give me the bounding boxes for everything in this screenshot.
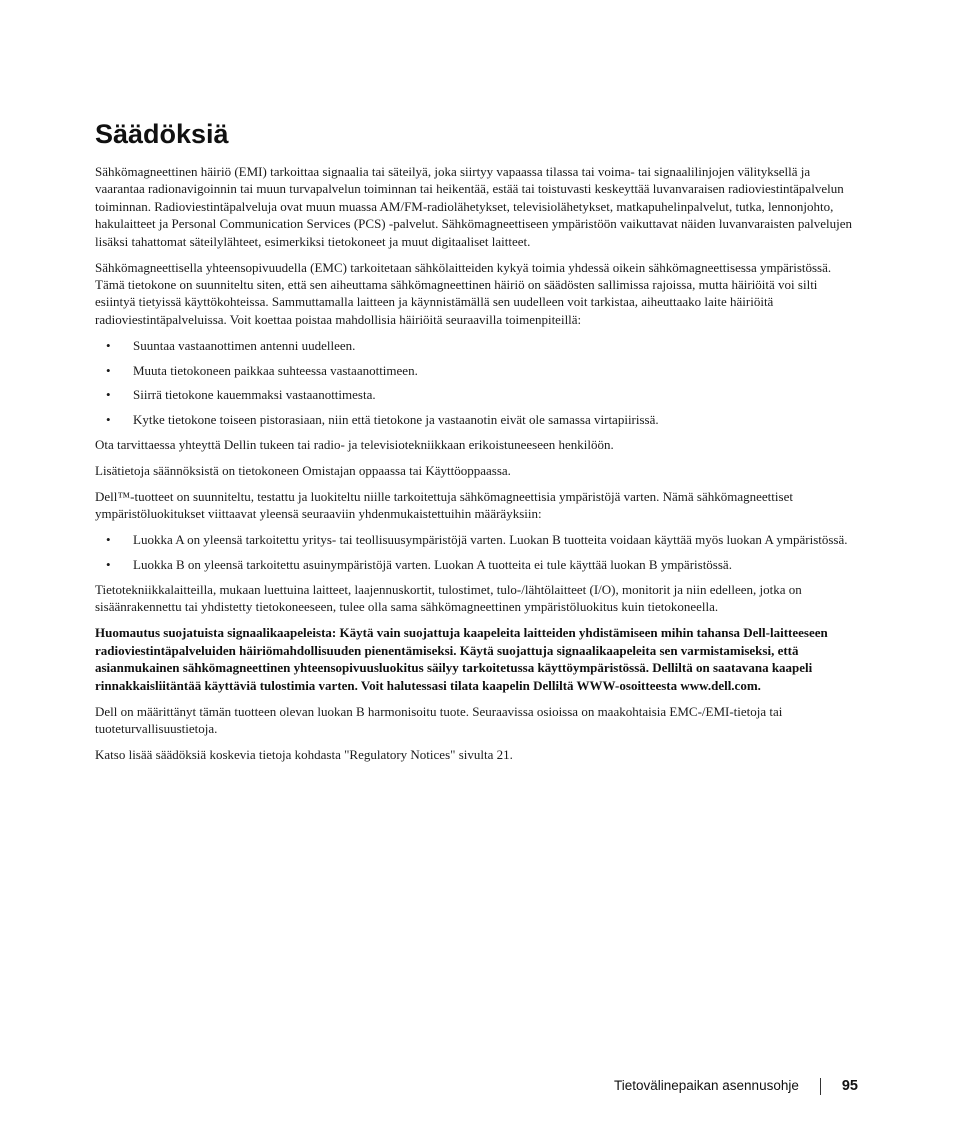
paragraph-contact: Ota tarvittaessa yhteyttä Dellin tukeen tai radio- ja televisiotekniikkaan erikoistuneeseen henkilöön.	[95, 437, 614, 453]
list-item	[95, 411, 857, 428]
list-item	[95, 531, 857, 548]
page-title: Säädöksiä	[95, 119, 229, 149]
document-body	[95, 163, 857, 772]
bullet-icon: •	[106, 362, 111, 378]
interference-steps-list	[95, 337, 857, 429]
paragraph-more-info: Lisätietoja säännöksistä on tietokoneen Omistajan oppaassa tai Käyttöoppaassa.	[95, 463, 511, 479]
bullet-icon: •	[106, 557, 111, 573]
page-number: 95	[841, 1078, 858, 1094]
list-item	[95, 556, 857, 573]
paragraph-see-more: Katso lisää säädöksiä koskevia tietoja kohdasta "Regulatory Notices" sivulta 21.	[95, 747, 513, 763]
paragraph-emi: Sähkömagneettinen häiriö (EMI) tarkoittaa signaalia tai säteilyä, joka siirtyy vapaassa tilassa tai voima- tai signaalilinjojen välityksellä ja vaarantaa radionavigoinnin tai muun turvapalvelun toiminnan tai heikentää, estää tai toistuvasti keskeyttää luvanvaraisen radioviestintäpalvelun toiminnan. Radioviestintäpalveluja ovat muun muassa AM/FM-radiolähetykset, televisiolähetykset, matkapuhelinpalvelut, tutka, lennonjohto, hakulaitteet ja Personal Communication Services (PCS) -palvelut. Sähkömagneettiseen ympäristöön vaikuttavat näiden luvanvaraisten palvelujen lisäksi tahattomat säteilylähteet, esimerkiksi tietokoneet ja muut digitaaliset laitteet.	[95, 164, 853, 249]
paragraph-peripherals: Tietotekniikkalaitteilla, mukaan luettuina laitteet, laajennuskortit, tulostimet, tulo-/lähtölaitteet (I/O), monitorit ja niin edelleen, jotka on sisäänrakennettu tai yhdistetty tietokoneeseen, tulee olla sama sähkömagneettinen ympäristöluokitus kuin tietokoneella.	[95, 582, 802, 615]
list-item-text: Luokka B on yleensä tarkoitettu asuinympäristöjä varten. Luokan A tuotteita ei tule käyttää luokan B ympäristössä.	[133, 557, 732, 573]
list-item-text: Siirrä tietokone kauemmaksi vastaanottimesta.	[133, 387, 376, 403]
list-item	[95, 362, 857, 379]
list-item	[95, 386, 857, 403]
list-item-text: Kytke tietokone toiseen pistorasiaan, niin että tietokone ja vastaanotin eivät ole samassa virtapiirissä.	[133, 412, 659, 428]
list-item-text: Luokka A on yleensä tarkoitettu yritys- tai teollisuusympäristöjä varten. Luokan B tuotteita voidaan käyttää myös luokan A ympäristössä.	[133, 532, 848, 548]
footer-divider	[820, 1078, 821, 1095]
bullet-icon: •	[106, 412, 111, 428]
list-item	[95, 337, 857, 354]
bullet-icon: •	[106, 387, 111, 403]
shielded-cable-notice: Huomautus suojatuista signaalikaapeleista: Käytä vain suojattuja kaapeleita laitteiden yhdistämiseen mihin tahansa Dell-laitteeseen radioviestintäpalveluiden häiriömahdollisuuden pienentämiseksi. Käytä suojattuja signaalikaapeleita sen varmistamiseksi, että asianmukainen sähkömagneettinen yhteensopivuusluokitus säilyy tarkoitetussa käyttöympäristössä. Delliltä on saatavana kaapeli rinnakkaisliitäntää käyttäviä tulostimia varten. Voit halutessasi tilata kaapelin Delliltä WWW-osoitteesta www.dell.com.	[95, 625, 828, 693]
list-item-text: Muuta tietokoneen paikkaa suhteessa vastaanottimeen.	[133, 362, 418, 378]
bullet-icon: •	[106, 532, 111, 548]
footer-doc-title: Tietovälinepaikan asennusohje	[613, 1078, 799, 1093]
paragraph-dell-products: Dell™-tuotteet on suunniteltu, testattu ja luokiteltu niille tarkoitettuja sähkömagneettisia ympäristöjä varten. Nämä sähkömagneettiset ympäristöluokitukset viittaavat yleensä seuraaviin yhdenmukaistettuihin määräyksiin:	[95, 489, 793, 522]
class-list	[95, 531, 857, 573]
page-footer	[614, 1076, 858, 1096]
paragraph-class-b: Dell on määrittänyt tämän tuotteen olevan luokan B harmonisoitu tuote. Seuraavissa osioissa on maakohtaisia EMC-/EMI-tietoja tai tuoteturvallisuustietoja.	[95, 703, 783, 737]
bullet-icon: •	[106, 337, 111, 353]
paragraph-emc: Sähkömagneettisella yhteensopivuudella (EMC) tarkoitetaan sähkölaitteiden kykyä toimia yhdessä oikein sähkömagneettisessa ympäristössä. Tämä tietokone on suunniteltu siten, että sen aiheuttama sähkömagneettinen häiriö on säädösten sallimissa rajoissa, mutta häiriöitä voi silti esiintyä tietyissä käyttökohteissa. Sammuttamalla laitteen ja käynnistämällä sen uudelleen voit tarkistaa, aiheuttaako laite häiriöitä radioviestintäpalveluissa. Voit koettaa poistaa mahdollisia häiriöitä seuraavilla toimenpiteillä:	[95, 259, 832, 327]
list-item-text: Suuntaa vastaanottimen antenni uudelleen.	[133, 337, 356, 353]
